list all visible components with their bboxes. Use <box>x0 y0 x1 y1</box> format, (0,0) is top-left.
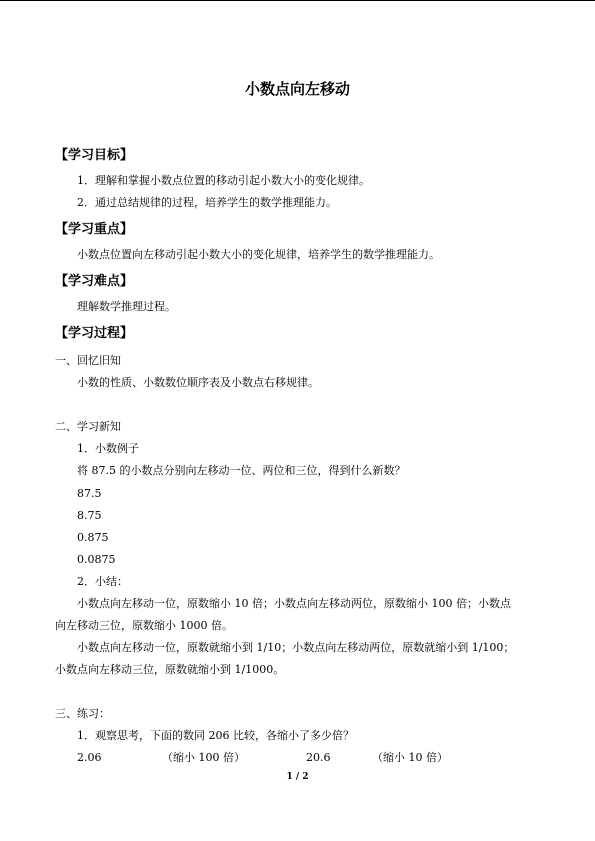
part1-text: 小数的性质、小数数位顺序表及小数点右移规律。 <box>77 376 319 389</box>
difficulty-text: 理解数学推理过程。 <box>77 300 176 313</box>
number-1: 87.5 <box>77 487 102 500</box>
page-number: 1 / 2 <box>286 772 309 782</box>
key-text: 小数点位置向左移动引起小数大小的变化规律，培养学生的数学推理能力。 <box>77 248 440 261</box>
part3-title: 三、练习： <box>55 707 110 720</box>
sub1-title: 1．小数例子 <box>77 442 139 455</box>
sub2-title: 2．小结： <box>77 575 128 588</box>
number-3: 0.875 <box>77 531 109 544</box>
heading-goals: 【学习目标】 <box>55 148 134 163</box>
sub1-question: 将 87.5 的小数点分别向左移动一位、两位和三位，得到什么新数？ <box>77 464 406 477</box>
ex1-value-1: 2.06 <box>77 751 102 764</box>
ex1-value-2: 20.6 <box>306 751 331 764</box>
ex1-note-2: （缩小 10 倍） <box>372 751 448 764</box>
number-4: 0.0875 <box>77 553 116 566</box>
ex1-note-1: （缩小 100 倍） <box>162 751 245 764</box>
summary2-line1: 小数点向左移动一位，原数就缩小到 1/10；小数点向左移动两位，原数就缩小到 1/100； <box>77 641 515 654</box>
heading-process: 【学习过程】 <box>55 326 134 341</box>
summary2-line2: 小数点向左移动三位，原数就缩小到 1/1000。 <box>55 663 285 676</box>
heading-difficulty: 【学习难点】 <box>55 274 134 289</box>
goal-item-1: 1．理解和掌握小数点位置的移动引起小数大小的变化规律。 <box>77 174 370 187</box>
goal-item-2: 2．通过总结规律的过程，培养学生的数学推理能力。 <box>77 196 337 209</box>
summary1-line1: 小数点向左移动一位，原数缩小 10 倍；小数点向左移动两位，原数缩小 100 倍；小数点 <box>77 597 511 610</box>
summary1-line2: 向左移动三位，原数缩小 1000 倍。 <box>55 619 233 632</box>
page-title: 小数点向左移动 <box>244 80 350 98</box>
part1-title: 一、回忆旧知 <box>55 354 121 367</box>
top-border <box>0 0 595 1</box>
ex1-title: 1．观察思考，下面的数同 206 比较，各缩小了多少倍？ <box>77 729 354 742</box>
number-2: 8.75 <box>77 509 102 522</box>
part2-title: 二、学习新知 <box>55 420 121 433</box>
heading-key: 【学习重点】 <box>55 222 134 237</box>
